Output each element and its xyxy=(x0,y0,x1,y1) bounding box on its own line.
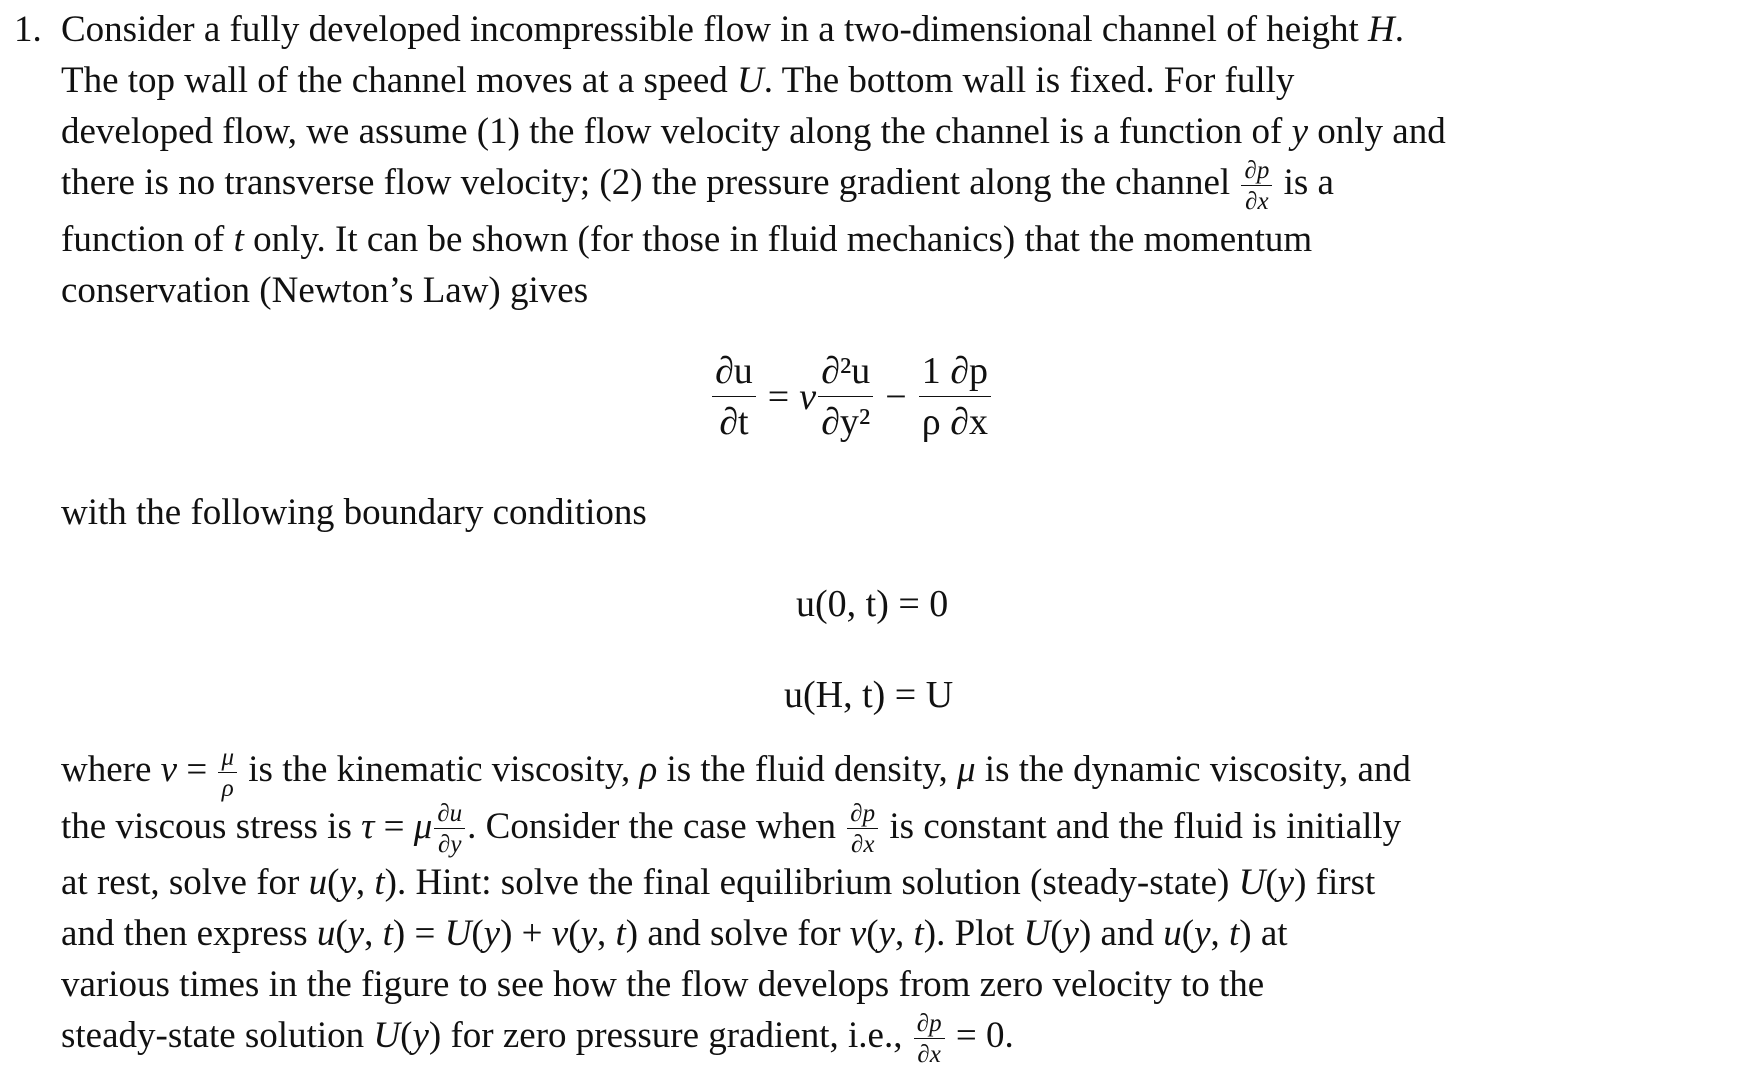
intro-line-1: Consider a fully developed incompressible flow in a two-dimensional channel of height H. xyxy=(61,9,1404,50)
rhs1-denominator: ∂y² xyxy=(821,401,871,443)
du-dt-fraction xyxy=(712,352,756,441)
problem-number: 1. xyxy=(14,9,42,50)
intro-line-6: conservation (Newton’s Law) gives xyxy=(61,269,589,311)
minus-sign: − xyxy=(885,375,907,418)
boundary-condition-top: u(H, t) = U xyxy=(784,674,954,716)
problem-1 xyxy=(14,4,1729,316)
outro-line-4: and then express u(y, t) = U(y) + v(y, t) and solve for v(y, t). Plot U(y) and u(y, t) at xyxy=(61,913,1288,955)
mu-over-rho-fraction: $\frac{\mu}{\rho}$ xyxy=(218,745,237,801)
rhs1-numerator: ∂²u xyxy=(821,350,871,392)
outro-line-6: steady-state solution U(y) for zero pressure gradient, i.e., $\frac{\partial p}{\partial x}$ = 0. xyxy=(61,1009,1014,1068)
lhs-numerator: ∂u xyxy=(715,350,753,392)
intro-line-2: The top wall of the channel moves at a speed U. The bottom wall is fixed. For fully xyxy=(61,60,1295,101)
rhs2-numerator: 1 ∂p xyxy=(921,350,988,392)
lhs-denominator: ∂t xyxy=(719,401,749,443)
outro-line-1: where ν = $\frac{\mu}{\rho}$ is the kinematic viscosity, ρ is the fluid density, μ is the dynamic viscosity, and xyxy=(61,743,1411,802)
d2u-dy2-fraction xyxy=(818,352,873,441)
intro-line-4: there is no transverse flow velocity; (2) the pressure gradient along the channel $\frac{\partial p}{\partial x}$ is a xyxy=(61,156,1334,215)
dp-dx-fraction-2: $\frac{\partial p}{\partial x}$ xyxy=(847,801,878,857)
dp-dx-fraction-3: $\frac{\partial p}{\partial x}$ xyxy=(914,1011,945,1067)
dp-dx-fraction: $\frac{\partial p}{\partial x}$ xyxy=(1241,158,1272,214)
momentum-equation xyxy=(710,352,993,441)
outro-line-3: at rest, solve for u(y, t). Hint: solve the final equilibrium solution (steady-state) U(y) first xyxy=(61,862,1376,904)
problem-intro xyxy=(61,4,1729,316)
outro-line-2: the viscous stress is τ = μ $\frac{\partial u}{\partial y}$ . Consider the case when $\frac{\partial p}{\partial x}$ is constant and the fluid is initially xyxy=(61,800,1402,859)
intro-line-5: function of t only. It can be shown (for those in fluid mechanics) that the momentum xyxy=(61,218,1313,260)
equals-sign: = xyxy=(767,375,790,418)
rhs2-denominator: ρ ∂x xyxy=(921,401,988,443)
du-dy-fraction: $\frac{\partial u}{\partial y}$ xyxy=(434,801,465,857)
intro-line-3: developed flow, we assume (1) the flow velocity along the channel is a function of y only and xyxy=(61,111,1446,152)
problem-outro xyxy=(61,744,1411,1067)
boundary-condition-bottom: u(0, t) = 0 xyxy=(796,583,949,625)
bc-intro-text: with the following boundary conditions xyxy=(61,492,647,533)
nu-symbol: ν xyxy=(799,375,817,418)
pressure-gradient-term xyxy=(919,352,991,441)
outro-line-5: various times in the figure to see how the flow develops from zero velocity to the xyxy=(61,964,1265,1006)
